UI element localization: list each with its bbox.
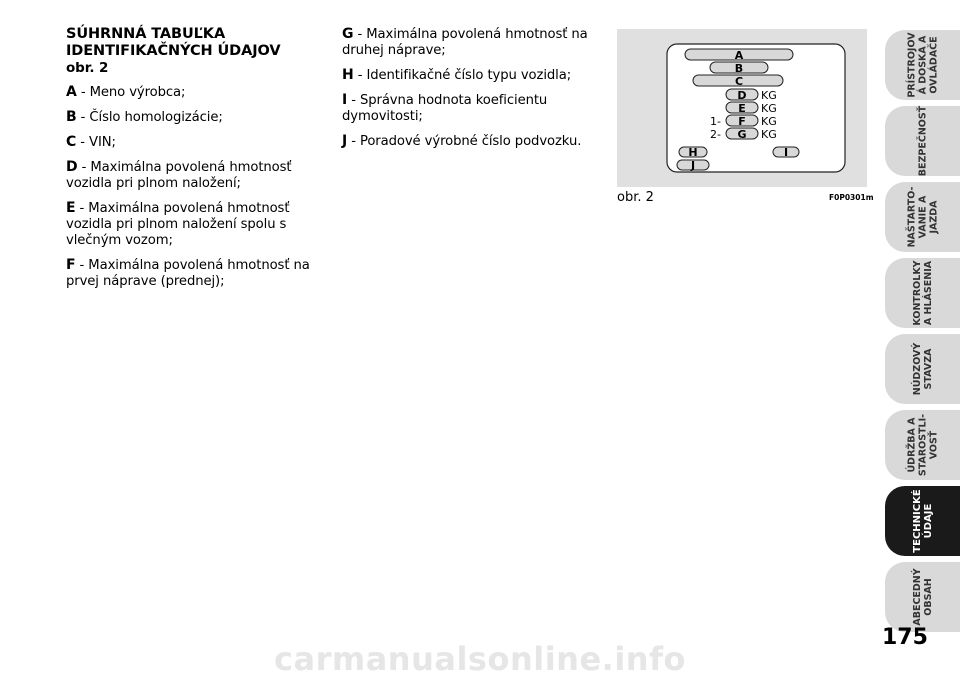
page-number: 175 [882,625,928,650]
identification-plate-figure [617,29,867,187]
figure-caption: obr. 2 [617,190,654,205]
watermark: carmanualsonline.info [274,640,686,678]
svg-text:KG: KG [761,115,777,128]
tab-bezpecnost[interactable]: BEZPEČNOSŤ [885,106,960,176]
tab-kontrolky[interactable]: KONTROLKY A HLÁSENIA [885,258,960,328]
item-e: E - Maximálna povolená hmotnosť vozidla pri plnom naložení spolu s vlečným vozom; [66,200,290,248]
section-title-line1: SÚHRNNÁ TABUĽKA [66,26,226,42]
figure-code: F0P0301m [829,193,874,202]
item-c: C - VIN; [66,134,116,150]
svg-text:F: F [738,115,746,128]
svg-text:A: A [734,49,744,62]
item-i: I - Správna hodnota koeficientu dymovitosti; [342,92,548,124]
svg-text:G: G [737,128,747,141]
svg-text:KG: KG [761,89,777,102]
item-d: D - Maximálna povolená hmotnosť vozidla pri plnom naložení; [66,159,292,191]
tab-technicke-udaje[interactable]: TECHNICKÉ ÚDAJE [885,486,960,556]
item-f: F - Maximálna povolená hmotnosť na prvej náprave (prednej); [66,257,310,289]
identification-plate-diagram [617,29,867,187]
tab-abecedny-obsah[interactable]: ABECEDNÝ OBSAH [885,562,960,632]
svg-text:B: B [734,62,744,75]
svg-text:E: E [738,102,746,115]
item-b: B - Číslo homologizácie; [66,109,223,125]
svg-text:I: I [783,146,789,159]
item-g: G - Maximálna povolená hmotnosť na druhej náprave; [342,26,588,58]
svg-text:KG: KG [761,102,777,115]
tab-nastartovanie[interactable]: NAŠTARTO- VANIE A JAZDA [885,182,960,252]
item-h: H - Identifikačné číslo typu vozidla; [342,67,572,83]
tab-nudzovy-stav[interactable]: NÚDZOVÝ STAVZA [885,334,960,404]
item-a: A - Meno výrobca; [66,84,186,100]
tab-pristrojova-doska[interactable]: PRÍSTROJOV Á DOSKA A OVLÁDAČE [885,30,960,100]
item-j: J - Poradové výrobné číslo podvozku. [342,133,582,149]
section-title-line2: IDENTIFIKAČNÝCH ÚDAJOV [66,43,281,59]
left-column [66,26,324,298]
svg-text:C: C [734,75,744,88]
svg-text:KG: KG [761,128,777,141]
svg-text:H: H [688,146,698,159]
svg-text:2-: 2- [710,128,721,141]
svg-text:1-: 1- [710,115,721,128]
right-column [342,26,598,158]
section-subtitle: obr. 2 [66,60,109,76]
svg-text:J: J [690,159,696,172]
tab-udrzba[interactable]: ÚDRŽBA A STAROSTLI- VOSŤ [885,410,960,480]
svg-text:D: D [737,89,747,102]
